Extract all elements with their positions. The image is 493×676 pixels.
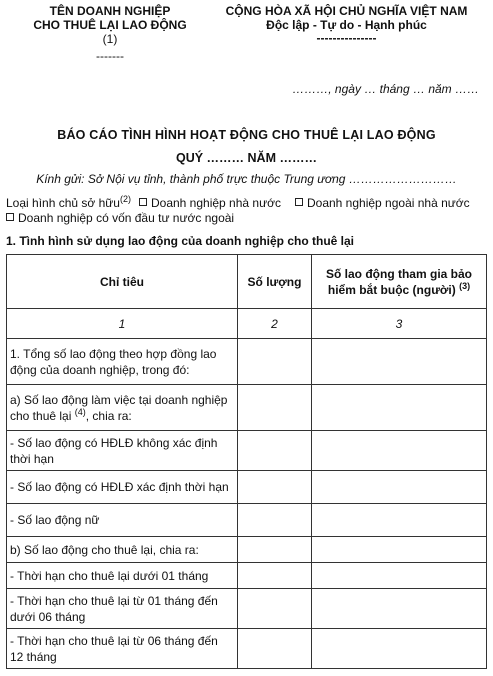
checkbox-icon[interactable]: [295, 198, 303, 206]
column-number: 1: [7, 309, 238, 339]
insured-cell[interactable]: [312, 563, 487, 589]
quantity-cell[interactable]: [238, 563, 312, 589]
table-row-label: - Thời hạn cho thuê lại từ 06 tháng đến 12 tháng: [7, 629, 238, 669]
header-indicator: Chỉ tiêu: [7, 255, 238, 309]
insured-cell[interactable]: [312, 431, 487, 471]
table-row-label: b) Số lao động cho thuê lại, chia ra:: [7, 537, 238, 563]
quantity-cell[interactable]: [238, 471, 312, 504]
table-row-label: 1. Tổng số lao động theo hợp đồng lao động của doanh nghiệp, trong đó:: [7, 339, 238, 385]
quantity-cell[interactable]: [238, 504, 312, 537]
report-title: BÁO CÁO TÌNH HÌNH HOẠT ĐỘNG CHO THUÊ LẠI LAO ĐỘNG: [57, 128, 436, 142]
ownership-option-foreign[interactable]: Doanh nghiệp có vốn đầu tư nước ngoài: [6, 211, 493, 226]
national-header: [200, 4, 493, 44]
insured-cell[interactable]: [312, 471, 487, 504]
date-line: ………, ngày … tháng … năm ……: [292, 82, 479, 96]
recipient-line: Kính gửi: Sở Nội vụ tỉnh, thành phố trực thuộc Trung ương ………………………: [36, 172, 457, 186]
quantity-cell[interactable]: [238, 431, 312, 471]
org-name-line2: CHO THUÊ LẠI LAO ĐỘNG: [33, 18, 187, 32]
insured-cell[interactable]: [312, 629, 487, 669]
org-note: (1): [102, 32, 118, 46]
column-number: 3: [312, 309, 487, 339]
org-name-line1: TÊN DOANH NGHIỆP: [49, 4, 171, 18]
table-row-label: - Số lao động nữ: [7, 504, 238, 537]
ownership-option-private[interactable]: Doanh nghiệp ngoài nhà nước: [295, 196, 470, 211]
checkbox-icon[interactable]: [6, 213, 14, 221]
table-row-label: - Số lao động có HĐLĐ không xác định thời hạn: [7, 431, 238, 471]
section-1-title: 1. Tình hình sử dụng lao động của doanh nghiệp cho thuê lại: [6, 234, 355, 248]
insured-cell[interactable]: [312, 504, 487, 537]
insured-cell[interactable]: [312, 385, 487, 431]
labor-usage-table: [6, 254, 487, 669]
ownership-option-state[interactable]: Doanh nghiệp nhà nước: [139, 196, 281, 211]
quantity-cell[interactable]: [238, 385, 312, 431]
table-row-label: a) Số lao động làm việc tại doanh nghiệp cho thuê lại $^{(4)}$, chia ra:: [7, 385, 238, 431]
checkbox-icon[interactable]: [139, 198, 147, 206]
quantity-cell[interactable]: [238, 629, 312, 669]
header-quantity: Số lượng: [238, 255, 312, 309]
quantity-cell[interactable]: [238, 339, 312, 385]
quantity-cell[interactable]: [238, 537, 312, 563]
insured-cell[interactable]: [312, 537, 487, 563]
table-row-label: - Số lao động có HĐLĐ xác định thời hạn: [7, 471, 238, 504]
insured-cell[interactable]: [312, 339, 487, 385]
insured-cell[interactable]: [312, 589, 487, 629]
table-row-label: - Thời hạn cho thuê lại dưới 01 tháng: [7, 563, 238, 589]
column-number: 2: [238, 309, 312, 339]
ownership-type: [6, 196, 493, 226]
nation-motto: Độc lập - Tự do - Hạnh phúc: [266, 18, 427, 32]
table-row-label: - Thời hạn cho thuê lại từ 01 tháng đến dưới 06 tháng: [7, 589, 238, 629]
org-divider: -------: [96, 49, 124, 63]
nation-title: CỘNG HÒA XÃ HỘI CHỦ NGHĨA VIỆT NAM: [225, 4, 468, 18]
header-insured: Số lao động tham gia bảo hiểm bắt buộc (người) $^{(3)}$: [312, 255, 487, 309]
organization-header: [0, 4, 220, 62]
ownership-label: Loại hình chủ sở hữu$^{(2)}$: [6, 194, 131, 210]
report-quarter: QUÝ ……… NĂM ………: [176, 151, 317, 165]
quantity-cell[interactable]: [238, 589, 312, 629]
nation-divider: ---------------: [316, 31, 377, 45]
